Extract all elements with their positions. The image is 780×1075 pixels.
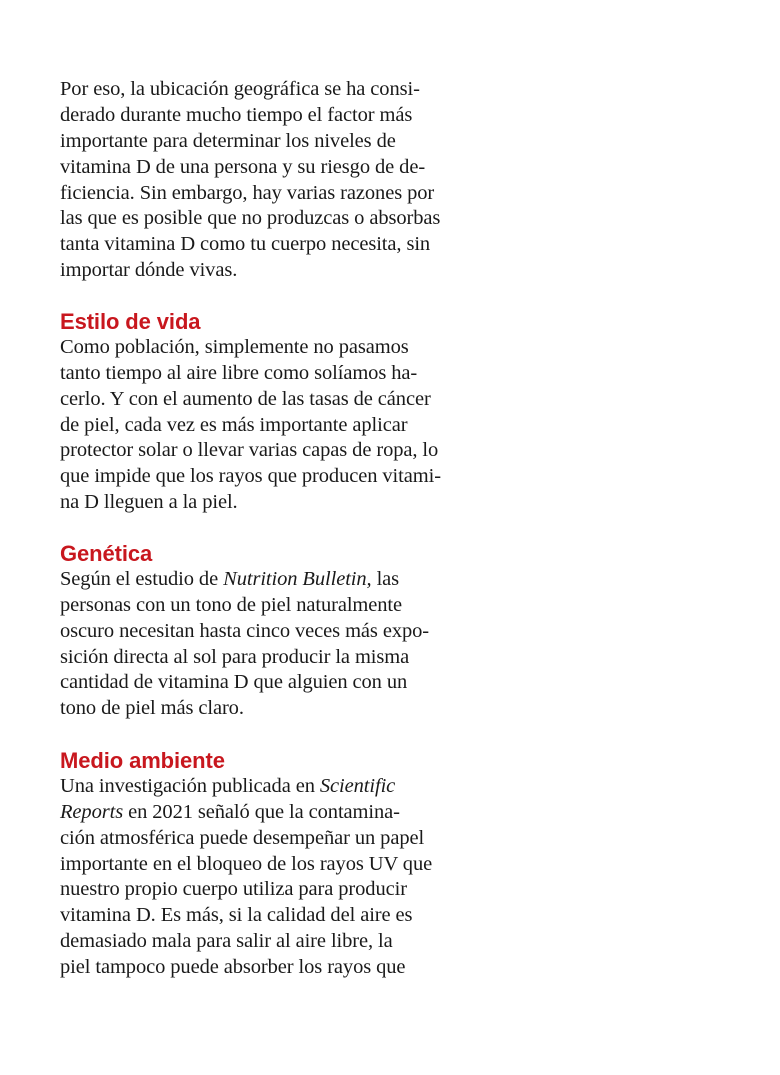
text-line: protector solar o llevar varias capas de ropa, lo [60, 439, 439, 462]
text-run: las [371, 567, 400, 590]
text-run: Una investigación publicada en [60, 774, 320, 797]
text-line: personas con un tono de piel naturalmente [60, 593, 403, 616]
text-line: vitamina D. Es más, si la calidad del aire es [60, 904, 413, 927]
text-line: nuestro propio cuerpo utiliza para producir [60, 878, 407, 901]
text-line: tanta vitamina D como tu cuerpo necesita, sin [60, 233, 431, 256]
text-line: ficiencia. Sin embargo, hay varias razones por [60, 181, 435, 204]
text-line: tanto tiempo al aire libre como solíamos ha- [60, 361, 418, 384]
text-line: Por eso, la ubicación geográfica se ha consi- [60, 78, 420, 100]
section-heading: Estilo de vida [60, 309, 201, 334]
text-line [60, 774, 506, 800]
text-line: sición directa al sol para producir la misma [60, 645, 410, 668]
section-heading: Genética [60, 541, 153, 566]
section-heading: Medio ambiente [60, 748, 225, 773]
section-genetica [60, 541, 506, 722]
text-line [60, 800, 506, 826]
publication-title: Scientific [319, 774, 396, 797]
text-line: las que es posible que no produzcas o absorbas [60, 207, 441, 230]
text-line: que impide que los rayos que producen vitami- [60, 465, 441, 488]
text-line: Como población, simplemente no pasamos [60, 335, 409, 358]
intro-paragraph [60, 77, 506, 284]
section-estilo-de-vida [60, 309, 506, 516]
text-run: en 2021 señaló que la contamina- [123, 800, 400, 823]
section-medio-ambiente [60, 748, 506, 981]
text-line: tono de piel más claro. [60, 697, 244, 720]
text-line: ción atmosférica puede desempeñar un papel [60, 826, 425, 849]
text-run: Según el estudio de [60, 567, 224, 590]
text-line: oscuro necesitan hasta cinco veces más expo- [60, 619, 430, 642]
text-line: vitamina D de una persona y su riesgo de de- [60, 155, 426, 178]
text-line: demasiado mala para salir al aire libre, la [60, 930, 393, 953]
text-line: piel tampoco puede absorber los rayos que [60, 956, 406, 979]
text-line: importar dónde vivas. [60, 259, 238, 282]
text-line: cerlo. Y con el aumento de las tasas de cáncer [60, 387, 431, 410]
publication-title: Reports [60, 800, 124, 823]
text-line: cantidad de vitamina D que alguien con un [60, 671, 408, 694]
publication-title: Nutrition Bulletin, [223, 567, 372, 590]
text-line: na D lleguen a la piel. [60, 491, 238, 514]
text-line: derado durante mucho tiempo el factor más [60, 103, 413, 126]
text-line: importante en el bloqueo de los rayos UV que [60, 852, 433, 875]
text-line: de piel, cada vez es más importante aplicar [60, 413, 408, 436]
text-line: importante para determinar los niveles de [60, 129, 396, 152]
text-line [60, 567, 506, 593]
